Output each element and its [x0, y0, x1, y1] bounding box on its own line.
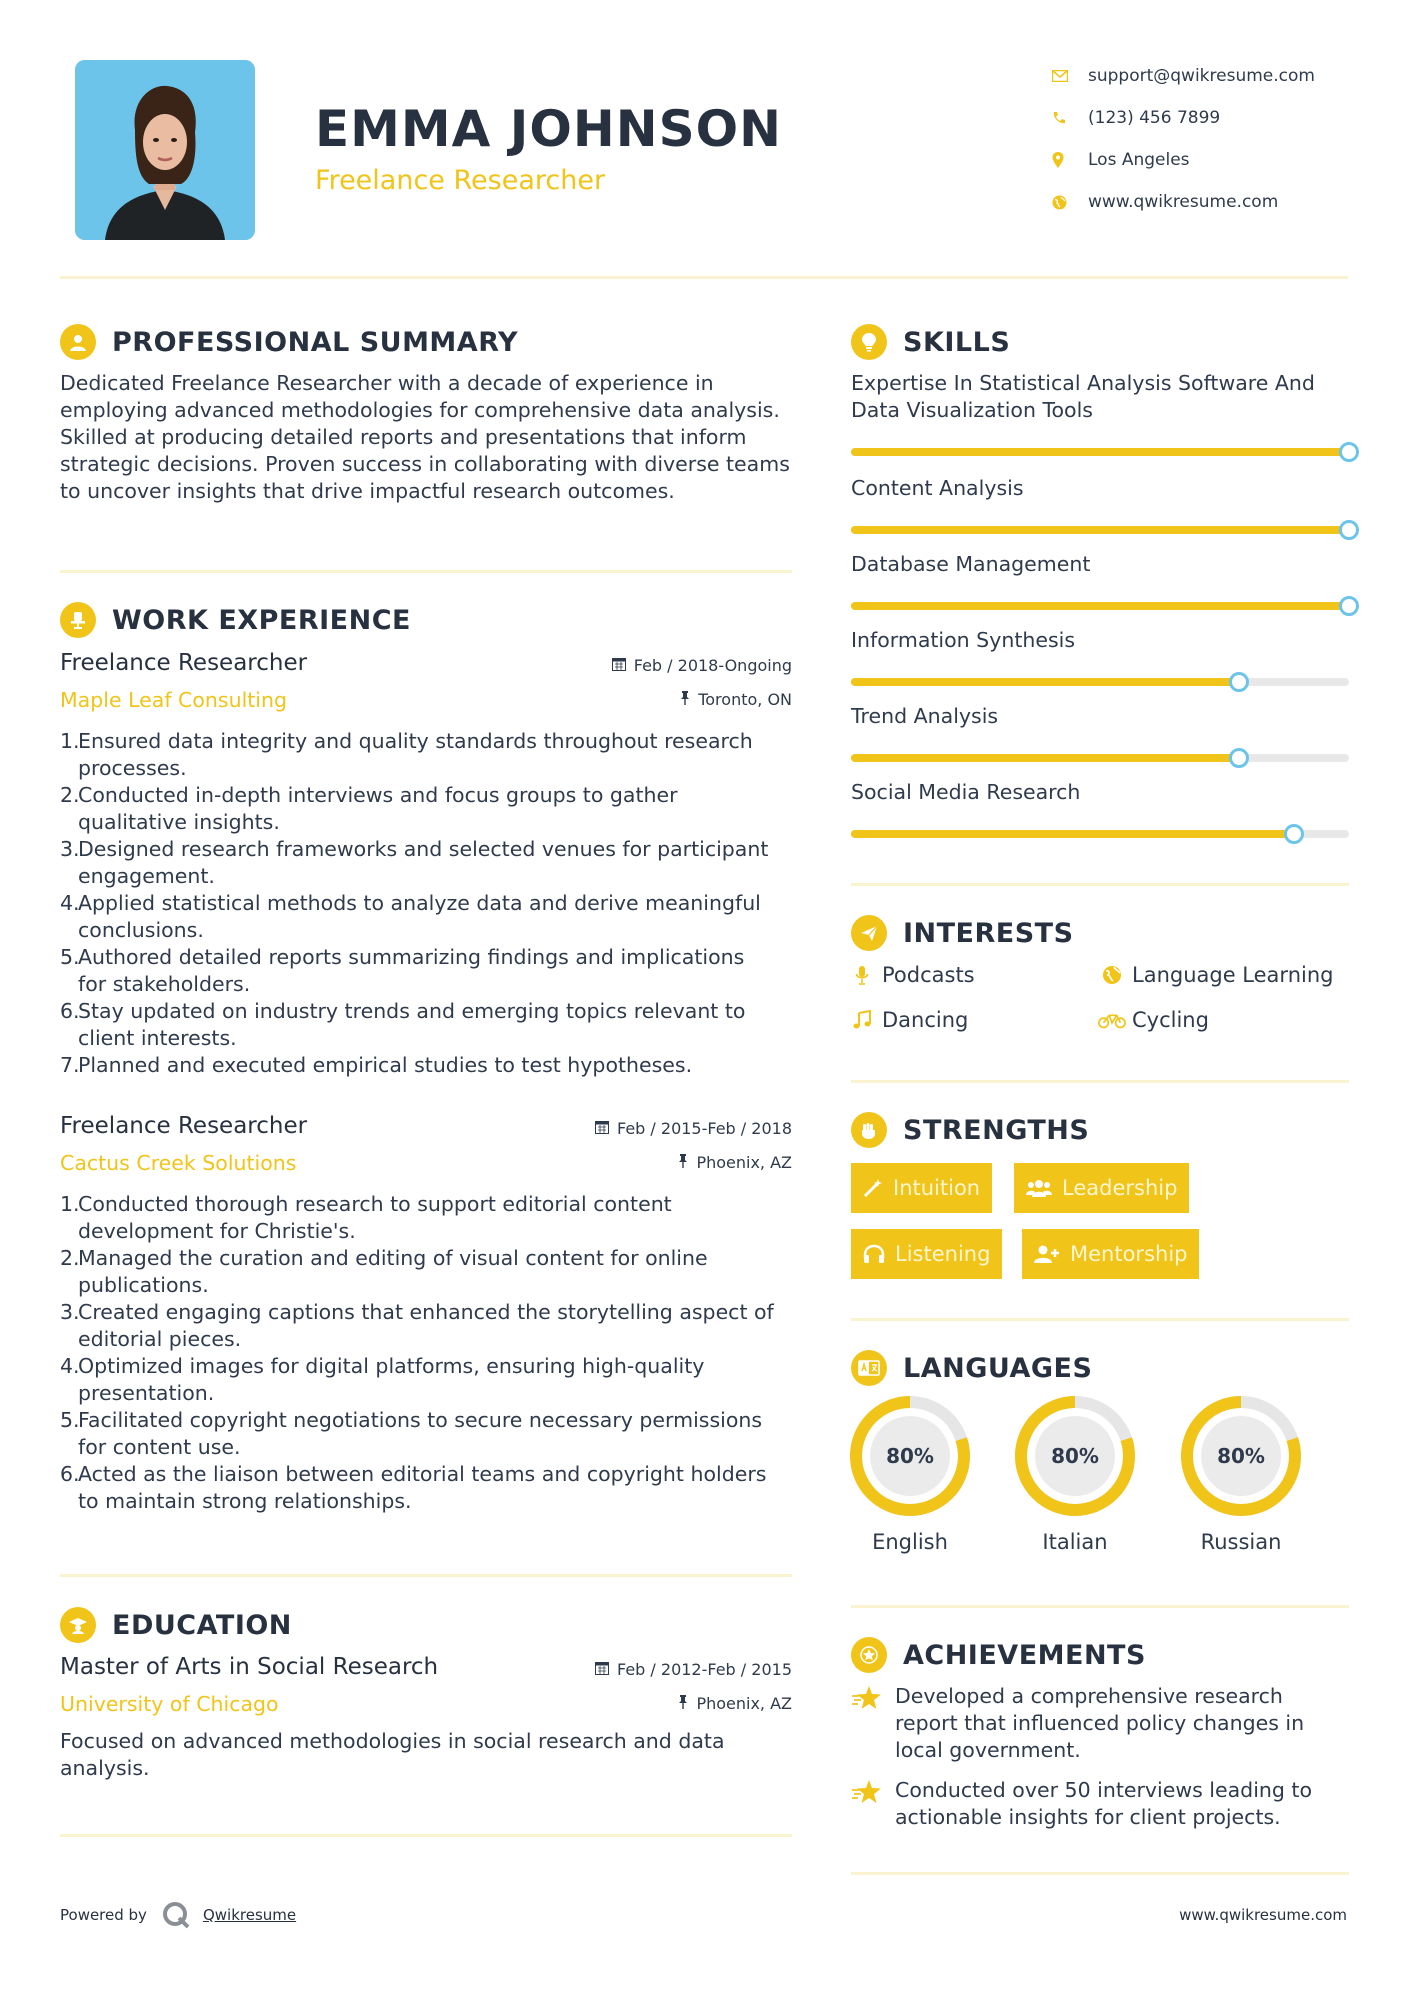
contact-location [1050, 139, 1380, 181]
skill-item [851, 703, 1349, 730]
languages-divider [851, 1605, 1349, 1608]
skill-level-bar [851, 526, 1349, 534]
language-item [1013, 1394, 1137, 1554]
interest-item: Podcasts [848, 963, 975, 987]
summary-heading: PROFESSIONAL SUMMARY [60, 324, 518, 360]
education-heading: EDUCATION [60, 1607, 292, 1643]
skills-divider [851, 883, 1349, 886]
achievements-divider [851, 1872, 1349, 1875]
strength-tag: Listening [851, 1229, 1002, 1279]
globe-icon [1098, 965, 1126, 985]
strengths-heading: STRENGTHS [851, 1112, 1089, 1148]
language-percent: 80% [1217, 1444, 1265, 1468]
education-date: Feb / 2012-Feb / 2015 [595, 1660, 792, 1679]
language-level-ring [1013, 1394, 1137, 1518]
language-item [1179, 1394, 1303, 1554]
skill-level-fill [851, 754, 1239, 762]
interests-heading: INTERESTS [851, 915, 1074, 951]
star-badge-icon [851, 1637, 887, 1673]
skill-name: Content Analysis [851, 476, 1024, 500]
job-date: Feb / 2015-Feb / 2018 [595, 1119, 792, 1138]
powered-by-text: Powered by [60, 1906, 147, 1924]
users-icon [1026, 1178, 1052, 1198]
skill-level-handle [1339, 596, 1359, 616]
star-icon [851, 1777, 895, 1831]
languages-heading: LANGUAGES [851, 1350, 1092, 1386]
language-level-ring [1179, 1394, 1303, 1518]
pushpin-icon [680, 690, 690, 709]
skills-heading: SKILLS [851, 324, 1010, 360]
envelope-icon [1050, 70, 1088, 82]
skill-level-handle [1339, 520, 1359, 540]
education-divider [60, 1834, 792, 1837]
music-note-icon [848, 1010, 876, 1030]
pushpin-icon [678, 1153, 688, 1172]
job-role: Freelance Researcher [60, 1113, 308, 1139]
fist-icon [851, 1112, 887, 1148]
job-location: Toronto, ON [680, 690, 792, 709]
microphone-icon [848, 965, 876, 985]
language-level-ring [848, 1394, 972, 1518]
degree: Master of Arts in Social Research [60, 1654, 439, 1680]
list-item: 1. Ensured data integrity and quality standards throughout research processes. [60, 729, 753, 780]
header-divider [60, 276, 1348, 279]
skill-level-bar [851, 754, 1349, 762]
list-item: 4. Applied statistical methods to analyze data and derive meaningful conclusions. [60, 891, 761, 942]
work-divider [60, 1574, 792, 1577]
skill-level-bar [851, 602, 1349, 610]
work-heading: WORK EXPERIENCE [60, 602, 411, 638]
list-item: 3. Created engaging captions that enhanced the storytelling aspect of editorial pieces. [60, 1300, 774, 1351]
skill-item [851, 551, 1349, 578]
contact-website[interactable] [1050, 181, 1380, 223]
paper-plane-icon [851, 915, 887, 951]
summary-divider [60, 570, 792, 573]
magic-wand-icon [863, 1178, 883, 1198]
chair-icon [60, 602, 96, 638]
skill-level-handle [1339, 442, 1359, 462]
strength-tag: Leadership [1014, 1163, 1189, 1213]
skill-name: Information Synthesis [851, 628, 1076, 652]
skill-level-bar [851, 678, 1349, 686]
skill-item [851, 475, 1349, 502]
profile-photo [75, 60, 255, 240]
education-text: Focused on advanced methodologies in social research and data analysis. [60, 1729, 725, 1780]
skill-level-fill [851, 602, 1349, 610]
list-item: 5. Authored detailed reports summarizing findings and implications for stakeholders. [60, 945, 745, 996]
calendar-icon [595, 1119, 609, 1138]
phone-text: (123) 456 7899 [1088, 108, 1221, 128]
interests-divider [851, 1080, 1349, 1083]
skill-item [851, 627, 1349, 654]
list-item: 1. Conducted thorough research to support editorial content development for Christie's. [60, 1192, 672, 1243]
summary-text: Dedicated Freelance Researcher with a decade of experience in employing advanced methodologies for comprehensive data analysis. Skilled at producing detailed reports and presentations that inform strategic decisions. Proven success in collaborating with diverse teams to uncover insights that drive impactful research outcomes. [60, 371, 790, 503]
job-company: Maple Leaf Consulting [60, 688, 288, 712]
list-item: 7. Planned and executed empirical studies to test hypotheses. [60, 1053, 693, 1077]
job-entry [60, 650, 792, 1080]
strengths-divider [851, 1318, 1349, 1321]
skill-level-bar [851, 830, 1349, 838]
skill-level-handle [1229, 748, 1249, 768]
map-pin-icon [1050, 152, 1088, 168]
skill-name: Expertise In Statistical Analysis Software And Data Visualization Tools [851, 371, 1315, 422]
achievement-item: Conducted over 50 interviews leading to actionable insights for client projects. [851, 1777, 1351, 1831]
list-item: 2. Managed the curation and editing of visual content for online publications. [60, 1246, 708, 1297]
job-location: Phoenix, AZ [678, 1153, 792, 1172]
lightbulb-icon [851, 324, 887, 360]
skill-item [851, 370, 1349, 424]
achievements-heading: ACHIEVEMENTS [851, 1637, 1146, 1673]
globe-icon [1050, 195, 1088, 210]
interest-item: Cycling [1098, 1008, 1209, 1032]
job-duties [60, 1191, 795, 1515]
list-item: 6. Acted as the liaison between editorial teams and copyright holders to maintain strong relationships. [60, 1462, 767, 1513]
language-name: Italian [1042, 1530, 1108, 1554]
candidate-name: EMMA JOHNSON [315, 100, 782, 158]
job-date: Feb / 2018-Ongoing [612, 656, 792, 675]
list-item: 6. Stay updated on industry trends and emerging topics relevant to client interests. [60, 999, 746, 1050]
language-name: English [872, 1530, 948, 1554]
contact-email[interactable] [1050, 55, 1380, 97]
calendar-icon [612, 656, 626, 675]
interest-item: Dancing [848, 1008, 968, 1032]
candidate-title: Freelance Researcher [315, 165, 606, 196]
contact-phone[interactable] [1050, 97, 1380, 139]
skill-level-fill [851, 526, 1349, 534]
phone-icon [1050, 111, 1088, 125]
skill-name: Social Media Research [851, 780, 1081, 804]
qwikresume-link[interactable]: Qwikresume [202, 1906, 297, 1924]
language-name: Russian [1200, 1530, 1282, 1554]
skill-level-handle [1229, 672, 1249, 692]
footer-website[interactable]: www.qwikresume.com [1179, 1906, 1347, 1924]
list-item: 5. Facilitated copyright negotiations to secure necessary permissions for content use. [60, 1408, 763, 1459]
language-item [848, 1394, 972, 1554]
headphones-icon [863, 1244, 885, 1264]
skill-level-bar [851, 448, 1349, 456]
skill-level-fill [851, 448, 1349, 456]
calendar-icon [595, 1660, 609, 1679]
job-company: Cactus Creek Solutions [60, 1151, 297, 1175]
education-entry [60, 1654, 792, 1794]
job-role: Freelance Researcher [60, 650, 308, 676]
skill-name: Trend Analysis [851, 704, 999, 728]
email-text: support@qwikresume.com [1088, 66, 1315, 86]
skill-name: Database Management [851, 552, 1091, 576]
list-item: 2. Conducted in-depth interviews and focus groups to gather qualitative insights. [60, 783, 678, 834]
star-icon [851, 1683, 895, 1764]
job-entry [60, 1113, 792, 1533]
strength-tag: Intuition [851, 1163, 992, 1213]
location-text: Los Angeles [1088, 150, 1190, 170]
user-plus-icon [1034, 1244, 1060, 1264]
pushpin-icon [678, 1694, 688, 1713]
interest-item: Language Learning [1098, 963, 1333, 987]
language-icon [851, 1350, 887, 1386]
qwikresume-logo-icon [161, 1900, 191, 1930]
school: University of Chicago [60, 1692, 279, 1716]
website-text: www.qwikresume.com [1088, 192, 1279, 212]
footer-branding [60, 1900, 296, 1930]
list-item: 3. Designed research frameworks and selected venues for participant engagement. [60, 837, 769, 888]
education-location: Phoenix, AZ [678, 1694, 792, 1713]
strength-tag: Mentorship [1022, 1229, 1199, 1279]
skill-level-handle [1284, 824, 1304, 844]
job-duties [60, 728, 795, 1079]
contact-info [1050, 55, 1380, 223]
user-icon [60, 324, 96, 360]
graduate-icon [60, 1607, 96, 1643]
skill-level-fill [851, 830, 1294, 838]
achievement-item: Developed a comprehensive research report that influenced policy changes in local government. [851, 1683, 1351, 1764]
list-item: 4. Optimized images for digital platforms, ensuring high-quality presentation. [60, 1354, 705, 1405]
language-percent: 80% [1051, 1444, 1099, 1468]
skill-level-fill [851, 678, 1239, 686]
bicycle-icon [1098, 1011, 1126, 1029]
skill-item [851, 779, 1349, 806]
language-percent: 80% [886, 1444, 934, 1468]
